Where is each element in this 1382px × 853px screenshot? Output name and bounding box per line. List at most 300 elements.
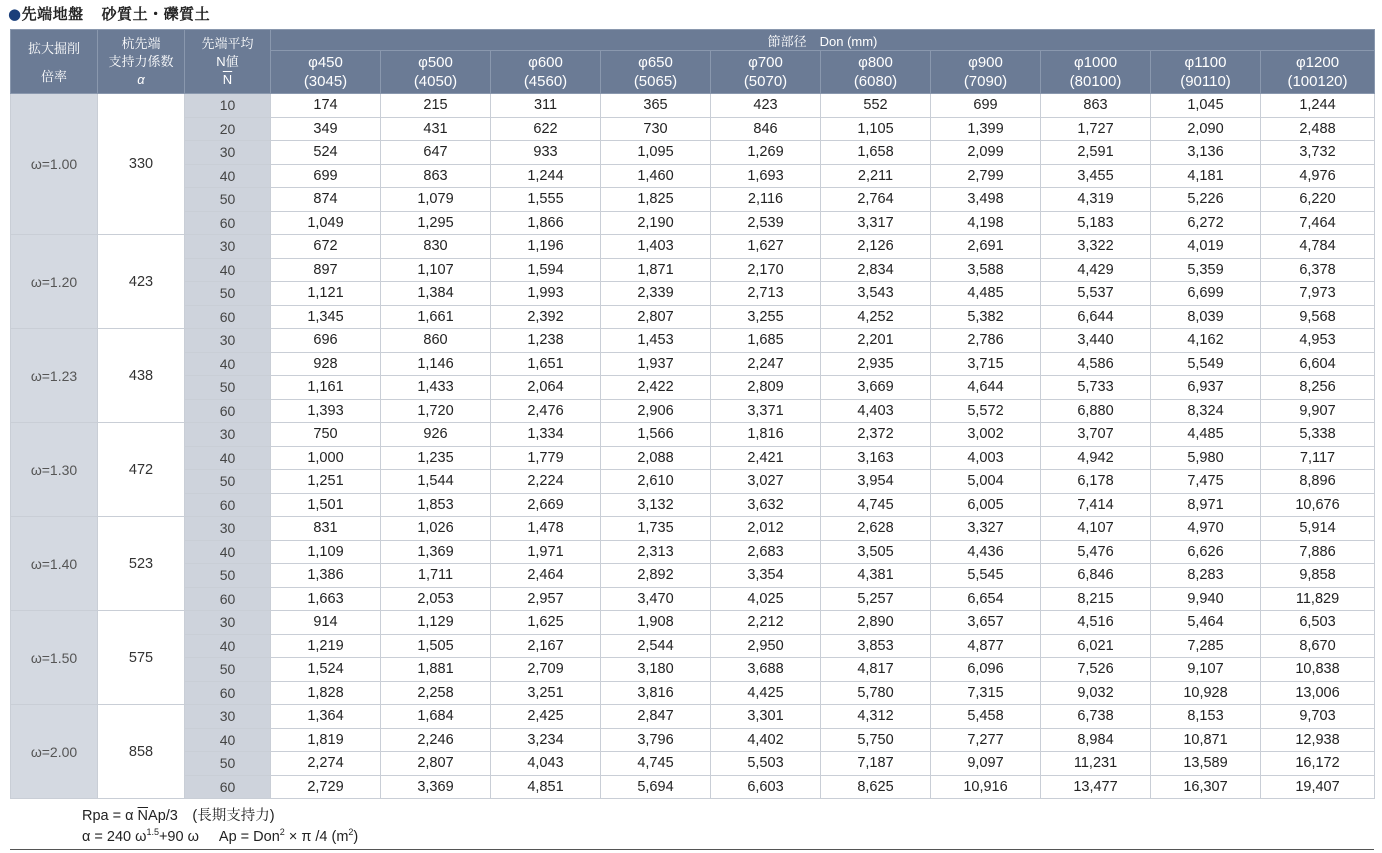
n-value-cell: 50 bbox=[185, 376, 271, 400]
capacity-cell: 2,628 bbox=[821, 517, 931, 541]
capacity-cell: 3,543 bbox=[821, 282, 931, 306]
capacity-cell: 1,594 bbox=[491, 258, 601, 282]
capacity-cell: 5,359 bbox=[1151, 258, 1261, 282]
capacity-cell: 1,735 bbox=[601, 517, 711, 541]
capacity-cell: 6,738 bbox=[1041, 705, 1151, 729]
header-diameter-6: φ900 (7090) bbox=[931, 51, 1041, 94]
capacity-cell: 1,828 bbox=[271, 681, 381, 705]
n-value-cell: 60 bbox=[185, 775, 271, 799]
table-row bbox=[11, 540, 1375, 564]
capacity-cell: 6,005 bbox=[931, 493, 1041, 517]
capacity-cell: 5,545 bbox=[931, 564, 1041, 588]
capacity-cell: 5,226 bbox=[1151, 188, 1261, 212]
table-row bbox=[11, 211, 1375, 235]
capacity-cell: 1,364 bbox=[271, 705, 381, 729]
n-value-cell: 40 bbox=[185, 634, 271, 658]
capacity-cell: 3,180 bbox=[601, 658, 711, 682]
header-n-value: 先端平均 N値 $\overline{N}$ bbox=[185, 30, 271, 94]
header-diameter-0: φ450 (3045) bbox=[271, 51, 381, 94]
formula-rpa: Rpa = α $\overline{N}Ap/3$ (長期支持力) bbox=[82, 808, 275, 824]
header-diameter-5: φ800 (6080) bbox=[821, 51, 931, 94]
header-diameter-9: φ1200 (100120) bbox=[1261, 51, 1375, 94]
capacity-cell: 365 bbox=[601, 94, 711, 118]
capacity-cell: 6,626 bbox=[1151, 540, 1261, 564]
n-value-cell: 60 bbox=[185, 211, 271, 235]
capacity-cell: 2,691 bbox=[931, 235, 1041, 259]
capacity-cell: 9,107 bbox=[1151, 658, 1261, 682]
capacity-cell: 1,129 bbox=[381, 611, 491, 635]
capacity-cell: 4,019 bbox=[1151, 235, 1261, 259]
table-row bbox=[11, 188, 1375, 212]
capacity-cell: 4,381 bbox=[821, 564, 931, 588]
capacity-cell: 1,161 bbox=[271, 376, 381, 400]
capacity-cell: 2,957 bbox=[491, 587, 601, 611]
capacity-cell: 1,881 bbox=[381, 658, 491, 682]
capacity-cell: 7,973 bbox=[1261, 282, 1375, 306]
capacity-cell: 5,183 bbox=[1041, 211, 1151, 235]
capacity-cell: 8,984 bbox=[1041, 728, 1151, 752]
capacity-cell: 2,488 bbox=[1261, 117, 1375, 141]
n-value-cell: 30 bbox=[185, 517, 271, 541]
n-value-cell: 40 bbox=[185, 540, 271, 564]
omega-cell: ω=1.20 bbox=[11, 235, 98, 329]
capacity-cell: 3,732 bbox=[1261, 141, 1375, 165]
table-row bbox=[11, 399, 1375, 423]
capacity-cell: 2,809 bbox=[711, 376, 821, 400]
capacity-cell: 1,871 bbox=[601, 258, 711, 282]
capacity-cell: 8,256 bbox=[1261, 376, 1375, 400]
capacity-cell: 4,851 bbox=[491, 775, 601, 799]
header-diameter-2: φ600 (4560) bbox=[491, 51, 601, 94]
alpha-cell: 858 bbox=[98, 705, 185, 799]
capacity-cell: 1,399 bbox=[931, 117, 1041, 141]
header-diameter-3: φ650 (5065) bbox=[601, 51, 711, 94]
capacity-cell: 2,116 bbox=[711, 188, 821, 212]
capacity-cell: 1,345 bbox=[271, 305, 381, 329]
capacity-cell: 2,201 bbox=[821, 329, 931, 353]
capacity-cell: 914 bbox=[271, 611, 381, 635]
capacity-cell: 4,252 bbox=[821, 305, 931, 329]
alpha-cell: 423 bbox=[98, 235, 185, 329]
capacity-cell: 1,658 bbox=[821, 141, 931, 165]
capacity-cell: 7,315 bbox=[931, 681, 1041, 705]
capacity-cell: 7,886 bbox=[1261, 540, 1375, 564]
capacity-cell: 1,566 bbox=[601, 423, 711, 447]
capacity-cell: 1,369 bbox=[381, 540, 491, 564]
capacity-cell: 3,371 bbox=[711, 399, 821, 423]
capacity-cell: 8,215 bbox=[1041, 587, 1151, 611]
capacity-cell: 4,429 bbox=[1041, 258, 1151, 282]
table-row bbox=[11, 164, 1375, 188]
capacity-cell: 3,255 bbox=[711, 305, 821, 329]
n-value-cell: 60 bbox=[185, 587, 271, 611]
n-value-cell: 10 bbox=[185, 94, 271, 118]
capacity-cell: 7,475 bbox=[1151, 470, 1261, 494]
capacity-cell: 5,503 bbox=[711, 752, 821, 776]
capacity-cell: 926 bbox=[381, 423, 491, 447]
capacity-cell: 3,002 bbox=[931, 423, 1041, 447]
capacity-cell: 3,163 bbox=[821, 446, 931, 470]
n-value-cell: 30 bbox=[185, 705, 271, 729]
capacity-cell: 4,953 bbox=[1261, 329, 1375, 353]
table-row bbox=[11, 658, 1375, 682]
capacity-cell: 5,572 bbox=[931, 399, 1041, 423]
n-value-cell: 50 bbox=[185, 752, 271, 776]
n-value-cell: 20 bbox=[185, 117, 271, 141]
capacity-cell: 2,313 bbox=[601, 540, 711, 564]
capacity-cell: 8,625 bbox=[821, 775, 931, 799]
capacity-cell: 2,012 bbox=[711, 517, 821, 541]
capacity-cell: 863 bbox=[1041, 94, 1151, 118]
capacity-cell: 3,796 bbox=[601, 728, 711, 752]
capacity-cell: 5,750 bbox=[821, 728, 931, 752]
capacity-cell: 1,121 bbox=[271, 282, 381, 306]
capacity-cell: 1,685 bbox=[711, 329, 821, 353]
capacity-cell: 8,153 bbox=[1151, 705, 1261, 729]
capacity-cell: 5,464 bbox=[1151, 611, 1261, 635]
capacity-cell: 1,779 bbox=[491, 446, 601, 470]
capacity-cell: 672 bbox=[271, 235, 381, 259]
capacity-cell: 3,317 bbox=[821, 211, 931, 235]
capacity-cell: 1,384 bbox=[381, 282, 491, 306]
capacity-cell: 6,272 bbox=[1151, 211, 1261, 235]
capacity-cell: 2,610 bbox=[601, 470, 711, 494]
capacity-cell: 552 bbox=[821, 94, 931, 118]
capacity-cell: 2,591 bbox=[1041, 141, 1151, 165]
n-value-cell: 50 bbox=[185, 658, 271, 682]
capacity-cell: 2,224 bbox=[491, 470, 601, 494]
capacity-cell: 1,971 bbox=[491, 540, 601, 564]
capacity-cell: 1,853 bbox=[381, 493, 491, 517]
n-value-cell: 30 bbox=[185, 141, 271, 165]
alpha-cell: 575 bbox=[98, 611, 185, 705]
table-row bbox=[11, 681, 1375, 705]
table-row bbox=[11, 493, 1375, 517]
omega-cell: ω=1.00 bbox=[11, 94, 98, 235]
capacity-cell: 699 bbox=[271, 164, 381, 188]
omega-cell: ω=1.23 bbox=[11, 329, 98, 423]
table-row bbox=[11, 423, 1375, 447]
capacity-cell: 9,032 bbox=[1041, 681, 1151, 705]
capacity-cell: 1,105 bbox=[821, 117, 931, 141]
n-value-cell: 40 bbox=[185, 164, 271, 188]
capacity-cell: 10,928 bbox=[1151, 681, 1261, 705]
capacity-cell: 1,866 bbox=[491, 211, 601, 235]
capacity-cell: 2,713 bbox=[711, 282, 821, 306]
capacity-cell: 3,369 bbox=[381, 775, 491, 799]
capacity-cell: 3,251 bbox=[491, 681, 601, 705]
capacity-cell: 2,464 bbox=[491, 564, 601, 588]
capacity-cell: 1,334 bbox=[491, 423, 601, 447]
table-row bbox=[11, 775, 1375, 799]
capacity-cell: 5,694 bbox=[601, 775, 711, 799]
capacity-cell: 10,916 bbox=[931, 775, 1041, 799]
table-row bbox=[11, 634, 1375, 658]
capacity-cell: 1,663 bbox=[271, 587, 381, 611]
capacity-cell: 830 bbox=[381, 235, 491, 259]
n-value-cell: 40 bbox=[185, 352, 271, 376]
capacity-cell: 3,715 bbox=[931, 352, 1041, 376]
capacity-cell: 5,382 bbox=[931, 305, 1041, 329]
table-row bbox=[11, 282, 1375, 306]
capacity-cell: 1,146 bbox=[381, 352, 491, 376]
capacity-cell: 4,402 bbox=[711, 728, 821, 752]
capacity-cell: 4,485 bbox=[1151, 423, 1261, 447]
capacity-cell: 9,703 bbox=[1261, 705, 1375, 729]
capacity-cell: 1,816 bbox=[711, 423, 821, 447]
capacity-cell: 1,026 bbox=[381, 517, 491, 541]
capacity-cell: 2,669 bbox=[491, 493, 601, 517]
capacity-cell: 4,745 bbox=[601, 752, 711, 776]
title-main: 先端地盤 bbox=[21, 5, 84, 23]
n-value-cell: 60 bbox=[185, 681, 271, 705]
capacity-cell: 2,425 bbox=[491, 705, 601, 729]
capacity-cell: 2,786 bbox=[931, 329, 1041, 353]
capacity-cell: 1,501 bbox=[271, 493, 381, 517]
capacity-cell: 696 bbox=[271, 329, 381, 353]
table-row bbox=[11, 117, 1375, 141]
capacity-cell: 1,460 bbox=[601, 164, 711, 188]
table-row bbox=[11, 587, 1375, 611]
capacity-cell: 6,846 bbox=[1041, 564, 1151, 588]
capacity-cell: 2,422 bbox=[601, 376, 711, 400]
capacity-cell: 5,549 bbox=[1151, 352, 1261, 376]
capacity-cell: 4,312 bbox=[821, 705, 931, 729]
table-row bbox=[11, 705, 1375, 729]
formula-alpha: α = 240 $\omega^{1.5}+90$ ω Ap = Don$^2$ × π /4 $(m^2)$ bbox=[82, 827, 359, 845]
capacity-cell: 4,745 bbox=[821, 493, 931, 517]
capacity-cell: 1,908 bbox=[601, 611, 711, 635]
capacity-cell: 2,088 bbox=[601, 446, 711, 470]
capacity-cell: 2,890 bbox=[821, 611, 931, 635]
capacity-cell: 2,392 bbox=[491, 305, 601, 329]
capacity-cell: 2,190 bbox=[601, 211, 711, 235]
n-value-cell: 50 bbox=[185, 188, 271, 212]
capacity-cell: 1,045 bbox=[1151, 94, 1261, 118]
capacity-cell: 5,733 bbox=[1041, 376, 1151, 400]
capacity-cell: 1,107 bbox=[381, 258, 491, 282]
capacity-cell: 2,167 bbox=[491, 634, 601, 658]
capacity-cell: 4,319 bbox=[1041, 188, 1151, 212]
header-diameter-7: φ1000 (80100) bbox=[1041, 51, 1151, 94]
table-row bbox=[11, 329, 1375, 353]
capacity-cell: 874 bbox=[271, 188, 381, 212]
capacity-cell: 846 bbox=[711, 117, 821, 141]
capacity-cell: 647 bbox=[381, 141, 491, 165]
capacity-cell: 897 bbox=[271, 258, 381, 282]
capacity-cell: 6,378 bbox=[1261, 258, 1375, 282]
n-value-cell: 50 bbox=[185, 282, 271, 306]
table-row bbox=[11, 258, 1375, 282]
omega-cell: ω=1.50 bbox=[11, 611, 98, 705]
capacity-cell: 1,711 bbox=[381, 564, 491, 588]
capacity-cell: 2,807 bbox=[601, 305, 711, 329]
capacity-cell: 215 bbox=[381, 94, 491, 118]
capacity-cell: 2,544 bbox=[601, 634, 711, 658]
capacity-cell: 1,049 bbox=[271, 211, 381, 235]
capacity-cell: 10,676 bbox=[1261, 493, 1375, 517]
capacity-cell: 2,799 bbox=[931, 164, 1041, 188]
capacity-cell: 750 bbox=[271, 423, 381, 447]
capacity-cell: 19,407 bbox=[1261, 775, 1375, 799]
table-row bbox=[11, 752, 1375, 776]
capacity-cell: 6,096 bbox=[931, 658, 1041, 682]
capacity-cell: 2,258 bbox=[381, 681, 491, 705]
capacity-cell: 2,709 bbox=[491, 658, 601, 682]
capacity-cell: 431 bbox=[381, 117, 491, 141]
capacity-cell: 3,027 bbox=[711, 470, 821, 494]
bottom-rule bbox=[10, 849, 1374, 850]
table-row bbox=[11, 235, 1375, 259]
capacity-cell: 1,651 bbox=[491, 352, 601, 376]
bearing-capacity-table bbox=[10, 29, 1375, 799]
capacity-cell: 4,485 bbox=[931, 282, 1041, 306]
capacity-cell: 7,526 bbox=[1041, 658, 1151, 682]
omega-cell: ω=1.30 bbox=[11, 423, 98, 517]
capacity-cell: 8,670 bbox=[1261, 634, 1375, 658]
capacity-cell: 2,211 bbox=[821, 164, 931, 188]
capacity-cell: 3,455 bbox=[1041, 164, 1151, 188]
capacity-cell: 4,043 bbox=[491, 752, 601, 776]
capacity-cell: 2,847 bbox=[601, 705, 711, 729]
capacity-cell: 1,819 bbox=[271, 728, 381, 752]
n-value-cell: 50 bbox=[185, 564, 271, 588]
capacity-cell: 2,274 bbox=[271, 752, 381, 776]
table-row bbox=[11, 352, 1375, 376]
capacity-cell: 7,187 bbox=[821, 752, 931, 776]
capacity-cell: 5,257 bbox=[821, 587, 931, 611]
capacity-cell: 2,950 bbox=[711, 634, 821, 658]
capacity-cell: 3,327 bbox=[931, 517, 1041, 541]
capacity-cell: 3,688 bbox=[711, 658, 821, 682]
capacity-cell: 1,244 bbox=[491, 164, 601, 188]
capacity-cell: 2,906 bbox=[601, 399, 711, 423]
capacity-cell: 9,858 bbox=[1261, 564, 1375, 588]
capacity-cell: 2,090 bbox=[1151, 117, 1261, 141]
capacity-cell: 6,880 bbox=[1041, 399, 1151, 423]
capacity-cell: 6,644 bbox=[1041, 305, 1151, 329]
n-value-cell: 30 bbox=[185, 235, 271, 259]
capacity-cell: 2,064 bbox=[491, 376, 601, 400]
capacity-cell: 699 bbox=[931, 94, 1041, 118]
capacity-cell: 1,244 bbox=[1261, 94, 1375, 118]
capacity-cell: 3,657 bbox=[931, 611, 1041, 635]
capacity-cell: 13,006 bbox=[1261, 681, 1375, 705]
capacity-cell: 7,464 bbox=[1261, 211, 1375, 235]
capacity-cell: 13,477 bbox=[1041, 775, 1151, 799]
capacity-cell: 4,817 bbox=[821, 658, 931, 682]
capacity-cell: 2,126 bbox=[821, 235, 931, 259]
capacity-cell: 3,505 bbox=[821, 540, 931, 564]
table-row bbox=[11, 611, 1375, 635]
n-value-cell: 30 bbox=[185, 329, 271, 353]
capacity-cell: 11,231 bbox=[1041, 752, 1151, 776]
capacity-cell: 6,178 bbox=[1041, 470, 1151, 494]
alpha-cell: 330 bbox=[98, 94, 185, 235]
capacity-cell: 4,942 bbox=[1041, 446, 1151, 470]
n-value-cell: 60 bbox=[185, 493, 271, 517]
capacity-cell: 3,853 bbox=[821, 634, 931, 658]
capacity-cell: 8,896 bbox=[1261, 470, 1375, 494]
capacity-cell: 3,470 bbox=[601, 587, 711, 611]
capacity-cell: 3,954 bbox=[821, 470, 931, 494]
capacity-cell: 3,132 bbox=[601, 493, 711, 517]
capacity-cell: 1,386 bbox=[271, 564, 381, 588]
capacity-cell: 4,162 bbox=[1151, 329, 1261, 353]
capacity-cell: 933 bbox=[491, 141, 601, 165]
header-expansion-ratio: 拡大掘削 倍率 bbox=[11, 30, 98, 94]
capacity-cell: 6,604 bbox=[1261, 352, 1375, 376]
capacity-cell: 1,079 bbox=[381, 188, 491, 212]
capacity-cell: 5,004 bbox=[931, 470, 1041, 494]
capacity-cell: 4,436 bbox=[931, 540, 1041, 564]
capacity-cell: 3,632 bbox=[711, 493, 821, 517]
capacity-cell: 6,021 bbox=[1041, 634, 1151, 658]
capacity-cell: 2,170 bbox=[711, 258, 821, 282]
capacity-cell: 4,970 bbox=[1151, 517, 1261, 541]
capacity-cell: 863 bbox=[381, 164, 491, 188]
alpha-cell: 523 bbox=[98, 517, 185, 611]
capacity-cell: 5,458 bbox=[931, 705, 1041, 729]
capacity-cell: 7,117 bbox=[1261, 446, 1375, 470]
capacity-cell: 1,196 bbox=[491, 235, 601, 259]
capacity-cell: 2,764 bbox=[821, 188, 931, 212]
capacity-cell: 311 bbox=[491, 94, 601, 118]
capacity-cell: 8,324 bbox=[1151, 399, 1261, 423]
capacity-cell: 730 bbox=[601, 117, 711, 141]
capacity-cell: 1,684 bbox=[381, 705, 491, 729]
capacity-cell: 7,285 bbox=[1151, 634, 1261, 658]
capacity-cell: 2,339 bbox=[601, 282, 711, 306]
capacity-cell: 1,251 bbox=[271, 470, 381, 494]
capacity-cell: 1,109 bbox=[271, 540, 381, 564]
capacity-cell: 4,425 bbox=[711, 681, 821, 705]
capacity-cell: 831 bbox=[271, 517, 381, 541]
table-row bbox=[11, 446, 1375, 470]
capacity-cell: 3,234 bbox=[491, 728, 601, 752]
table-row bbox=[11, 564, 1375, 588]
capacity-cell: 1,693 bbox=[711, 164, 821, 188]
capacity-cell: 6,699 bbox=[1151, 282, 1261, 306]
n-value-cell: 50 bbox=[185, 470, 271, 494]
capacity-cell: 9,097 bbox=[931, 752, 1041, 776]
capacity-cell: 2,539 bbox=[711, 211, 821, 235]
capacity-cell: 2,729 bbox=[271, 775, 381, 799]
capacity-cell: 4,198 bbox=[931, 211, 1041, 235]
capacity-cell: 349 bbox=[271, 117, 381, 141]
capacity-cell: 1,555 bbox=[491, 188, 601, 212]
capacity-cell: 1,720 bbox=[381, 399, 491, 423]
header-diameter-span: 節部径 Don (mm) bbox=[271, 30, 1375, 51]
capacity-cell: 2,892 bbox=[601, 564, 711, 588]
capacity-cell: 13,589 bbox=[1151, 752, 1261, 776]
capacity-cell: 9,568 bbox=[1261, 305, 1375, 329]
capacity-cell: 2,807 bbox=[381, 752, 491, 776]
capacity-cell: 11,829 bbox=[1261, 587, 1375, 611]
n-value-cell: 40 bbox=[185, 258, 271, 282]
capacity-cell: 524 bbox=[271, 141, 381, 165]
n-value-cell: 60 bbox=[185, 305, 271, 329]
capacity-cell: 1,727 bbox=[1041, 117, 1151, 141]
bullet-icon: ● bbox=[8, 5, 22, 23]
capacity-cell: 2,099 bbox=[931, 141, 1041, 165]
capacity-cell: 9,907 bbox=[1261, 399, 1375, 423]
capacity-cell: 4,403 bbox=[821, 399, 931, 423]
capacity-cell: 3,301 bbox=[711, 705, 821, 729]
capacity-cell: 1,825 bbox=[601, 188, 711, 212]
capacity-cell: 2,372 bbox=[821, 423, 931, 447]
capacity-cell: 1,238 bbox=[491, 329, 601, 353]
